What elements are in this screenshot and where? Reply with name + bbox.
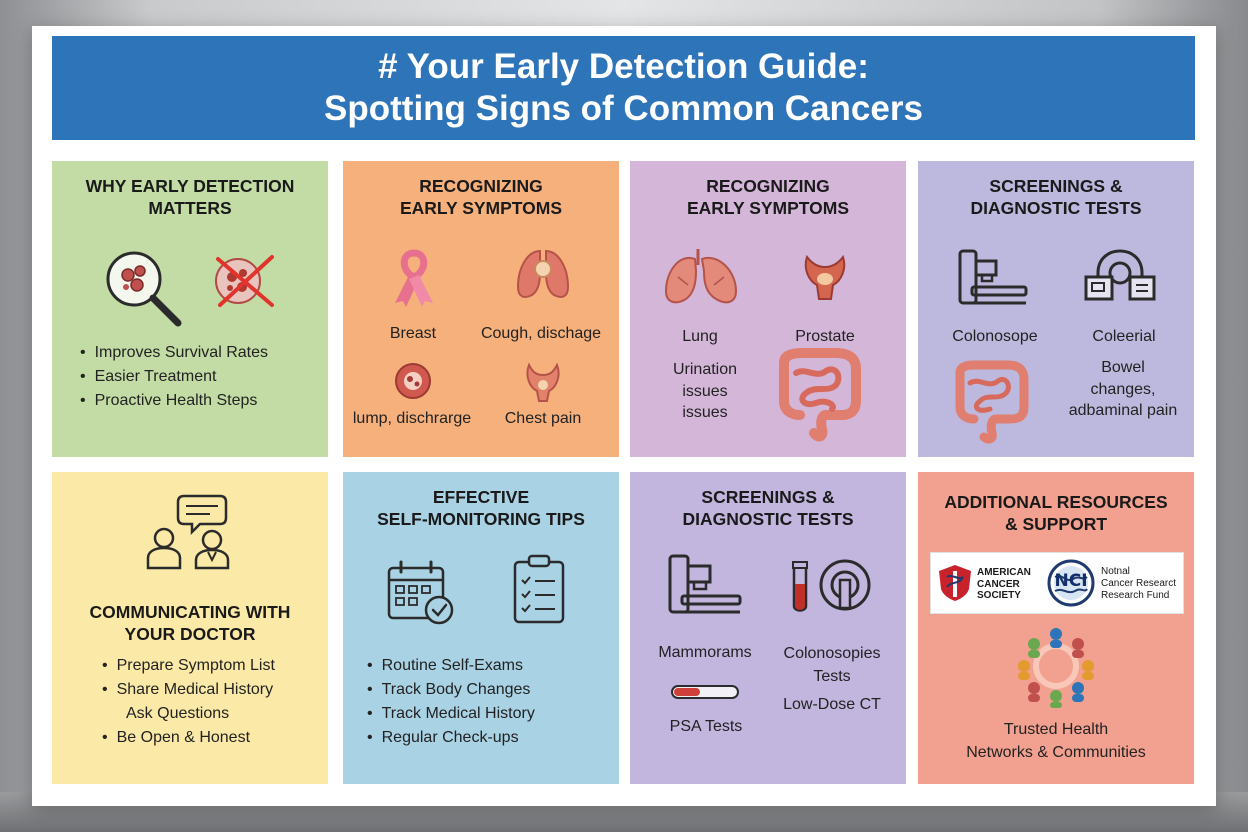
- community-circle-icon: [1014, 624, 1098, 708]
- resources-caption: Trusted Health Networks & Communities: [966, 721, 1146, 761]
- nci-logo-text: NCI: [1054, 571, 1088, 591]
- label-lung: Lung: [682, 328, 718, 345]
- label-chest-pain: Chest pain: [504, 410, 582, 427]
- calendar-check-icon: [385, 560, 457, 626]
- pink-ribbon-icon: [391, 247, 437, 307]
- cell-icon: [393, 361, 433, 401]
- panel-self-monitoring: [343, 472, 619, 784]
- list-item: • Track Medical History: [367, 702, 535, 726]
- lungs-icon: [514, 243, 572, 303]
- list-item: • Track Body Changes: [367, 678, 535, 702]
- organ-icon: [523, 361, 563, 405]
- test-tube-icon: [790, 560, 810, 616]
- label-psa-tests: PSA Tests: [669, 718, 743, 735]
- label-coleerial: Coleerial: [1092, 328, 1156, 345]
- self-monitoring-bullet-list: [367, 654, 535, 750]
- panel-title: EFFECTIVE SELF-MONITORING TIPS: [377, 487, 585, 529]
- panel-why-early-detection: [52, 161, 328, 457]
- panel-resources: [918, 472, 1194, 784]
- mammography-machine-icon: [956, 247, 1028, 309]
- research-fund-logo-text: Notnal Cancer Researct Research Fund: [1101, 566, 1177, 601]
- label-mammograms: Mammorams: [658, 644, 752, 661]
- label-low-dose-ct: Low-Dose CT: [783, 696, 881, 713]
- partner-logos: [930, 552, 1184, 614]
- label-colonoscope: Colonosope: [952, 328, 1038, 345]
- panel-title: WHY EARLY DETECTION MATTERS: [85, 176, 295, 218]
- list-item: • Prepare Symptom List: [102, 654, 275, 678]
- title-banner: [52, 36, 1195, 140]
- intestine-icon: [776, 349, 862, 441]
- list-item: • Proactive Health Steps: [80, 389, 268, 413]
- panel-recognizing-symptoms-2: [630, 161, 906, 457]
- panel-title: RECOGNIZING EARLY SYMPTOMS: [686, 176, 850, 218]
- label-cough: Cough, dischage: [480, 325, 602, 342]
- mammography-machine-icon: [666, 552, 742, 618]
- label-lump: lump, dischrarge: [352, 410, 472, 427]
- label-prostate: Prostate: [795, 328, 855, 345]
- list-item: • Be Open & Honest: [102, 726, 275, 750]
- ct-scanner-icon: [1084, 247, 1156, 309]
- panel-screenings-2: [630, 472, 906, 784]
- checklist-icon: [511, 554, 567, 626]
- magnifier-cells-icon: [104, 249, 184, 329]
- list-item: Ask Questions: [126, 705, 230, 722]
- label-colonoscopies: Colonosopies Tests: [783, 645, 881, 685]
- panel-title: ADDITIONAL RESOURCES & SUPPORT: [944, 492, 1168, 534]
- prostate-icon: [801, 253, 849, 305]
- acs-logo-icon: [937, 563, 973, 603]
- list-item: • Routine Self-Exams: [367, 654, 535, 678]
- label-bowel-changes: Bowel changes, adbaminal pain: [1068, 359, 1178, 419]
- list-item: • Regular Check-ups: [367, 726, 535, 750]
- panel-title: COMMUNICATING WITH YOUR DOCTOR: [89, 602, 291, 644]
- label-breast: Breast: [389, 325, 437, 342]
- list-item: • Easier Treatment: [80, 365, 268, 389]
- label-urination: Urination issues issues: [672, 361, 738, 421]
- poster: [32, 26, 1216, 806]
- lungs-icon: [662, 243, 740, 309]
- ct-scanner-icon: [818, 558, 872, 612]
- communicating-bullet-list: [102, 654, 275, 750]
- panel-screenings-1: [918, 161, 1194, 457]
- thermometer-icon: [670, 684, 740, 700]
- panel-communicating: [52, 472, 328, 784]
- panel-recognizing-symptoms-1: [343, 161, 619, 457]
- crossed-out-cells-icon: [212, 253, 278, 309]
- title-line-1: # Your Early Detection Guide:: [378, 47, 869, 86]
- list-item: • Share Medical History: [102, 678, 275, 702]
- panel-title: SCREENINGS & DIAGNOSTIC TESTS: [970, 176, 1142, 218]
- doctor-patient-chat-icon: [146, 492, 234, 572]
- title-line-2: Spotting Signs of Common Cancers: [324, 89, 923, 128]
- list-item: • Improves Survival Rates: [80, 341, 268, 365]
- panel-title: SCREENINGS & DIAGNOSTIC TESTS: [682, 487, 854, 529]
- acs-logo-text: AMERICAN CANCER SOCIETY: [977, 567, 1031, 601]
- panel-title: RECOGNIZING EARLY SYMPTOMS: [399, 176, 563, 218]
- why-bullet-list: [80, 341, 268, 413]
- intestine-icon: [952, 361, 1030, 443]
